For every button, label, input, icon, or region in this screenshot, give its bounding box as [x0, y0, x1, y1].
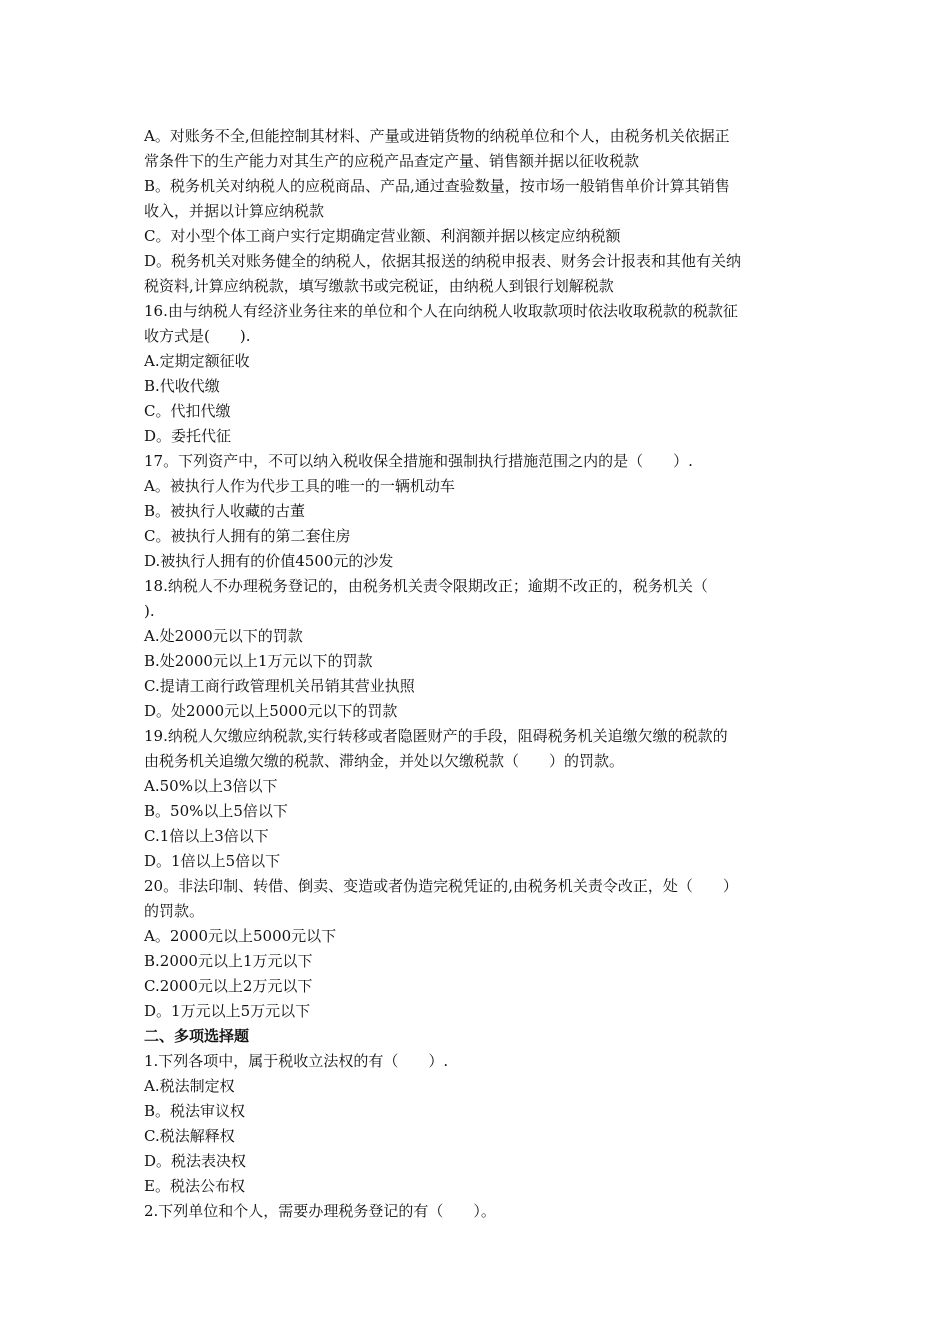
section-heading: 二、多项选择题 [144, 1027, 250, 1045]
question-1: 1.下列各项中，属于税收立法权的有（ ）. [144, 1052, 449, 1070]
question-17: 17。下列资产中，不可以纳入税收保全措施和强制执行措施范围之内的是（ ）. [144, 452, 693, 470]
option-line: C.2000元以上2万元以下 [144, 977, 313, 995]
question-18: 18.纳税人不办理税务登记的，由税务机关责令限期改正；逾期不改正的，税务机关（ [144, 577, 708, 595]
option-line: D。1倍以上5倍以下 [144, 852, 281, 870]
option-line: C。代扣代缴 [144, 402, 231, 420]
option-line: B.处2000元以上1万元以下的罚款 [144, 652, 373, 670]
question-16: 收方式是( ). [144, 327, 251, 345]
option-line: C。对小型个体工商户实行定期确定营业额、利润额并据以核定应纳税额 [144, 227, 621, 245]
option-line: D。税务机关对账务健全的纳税人，依据其报送的纳税申报表、财务会计报表和其他有关纳 [144, 252, 742, 270]
option-line: C。被执行人拥有的第二套住房 [144, 527, 351, 545]
question-19: 19.纳税人欠缴应纳税款,实行转移或者隐匿财产的手段，阻碍税务机关追缴欠缴的税款的 [144, 727, 728, 745]
option-line: A.处2000元以下的罚款 [144, 627, 303, 645]
option-line: 常条件下的生产能力对其生产的应税产品查定产量、销售额并据以征收税款 [144, 152, 640, 170]
option-line: D。处2000元以上5000元以下的罚款 [144, 702, 398, 720]
option-line: A。对账务不全,但能控制其材料、产量或进销货物的纳税单位和个人，由税务机关依据正 [144, 127, 730, 145]
option-line: 税资料,计算应纳税款，填写缴款书或完税证，由纳税人到银行划解税款 [144, 277, 614, 295]
option-line: B。50%以上5倍以下 [144, 802, 288, 820]
option-line: B。税务机关对纳税人的应税商品、产品,通过查验数量，按市场一般销售单价计算其销售 [144, 177, 730, 195]
option-line: D。税法表决权 [144, 1152, 247, 1170]
option-line: B.2000元以上1万元以下 [144, 952, 313, 970]
option-line: C.1倍以上3倍以下 [144, 827, 269, 845]
option-line: B。税法审议权 [144, 1102, 246, 1120]
option-line: C.税法解释权 [144, 1127, 235, 1145]
option-line: A.税法制定权 [144, 1077, 235, 1095]
question-19: 由税务机关追缴欠缴的税款、滞纳金，并处以欠缴税款（ ）的罚款。 [144, 752, 625, 770]
option-line: D。1万元以上5万元以下 [144, 1002, 311, 1020]
question-20: 的罚款。 [144, 902, 205, 920]
option-line: E。税法公布权 [144, 1177, 245, 1195]
option-line: 收入，并据以计算应纳税款 [144, 202, 325, 220]
question-20: 20。非法印制、转借、倒卖、变造或者伪造完税凭证的,由税务机关责令改正，处（ ） [144, 877, 738, 895]
option-line: C.提请工商行政管理机关吊销其营业执照 [144, 677, 415, 695]
option-line: B。被执行人收藏的古董 [144, 502, 306, 520]
question-16: 16.由与纳税人有经济业务往来的单位和个人在向纳税人收取款项时依法收取税款的税款征 [144, 302, 738, 320]
question-18: ). [144, 602, 155, 620]
document-body [144, 124, 808, 1224]
option-line: D.被执行人拥有的价值4500元的沙发 [144, 552, 394, 570]
option-line: A。被执行人作为代步工具的唯一的一辆机动车 [144, 477, 455, 495]
option-line: B.代收代缴 [144, 377, 220, 395]
option-line: A.50%以上3倍以下 [144, 777, 278, 795]
option-line: A。2000元以上5000元以下 [144, 927, 337, 945]
option-line: D。委托代征 [144, 427, 232, 445]
option-line: A.定期定额征收 [144, 352, 250, 370]
question-2: 2.下列单位和个人，需要办理税务登记的有（ ）。 [144, 1202, 496, 1220]
